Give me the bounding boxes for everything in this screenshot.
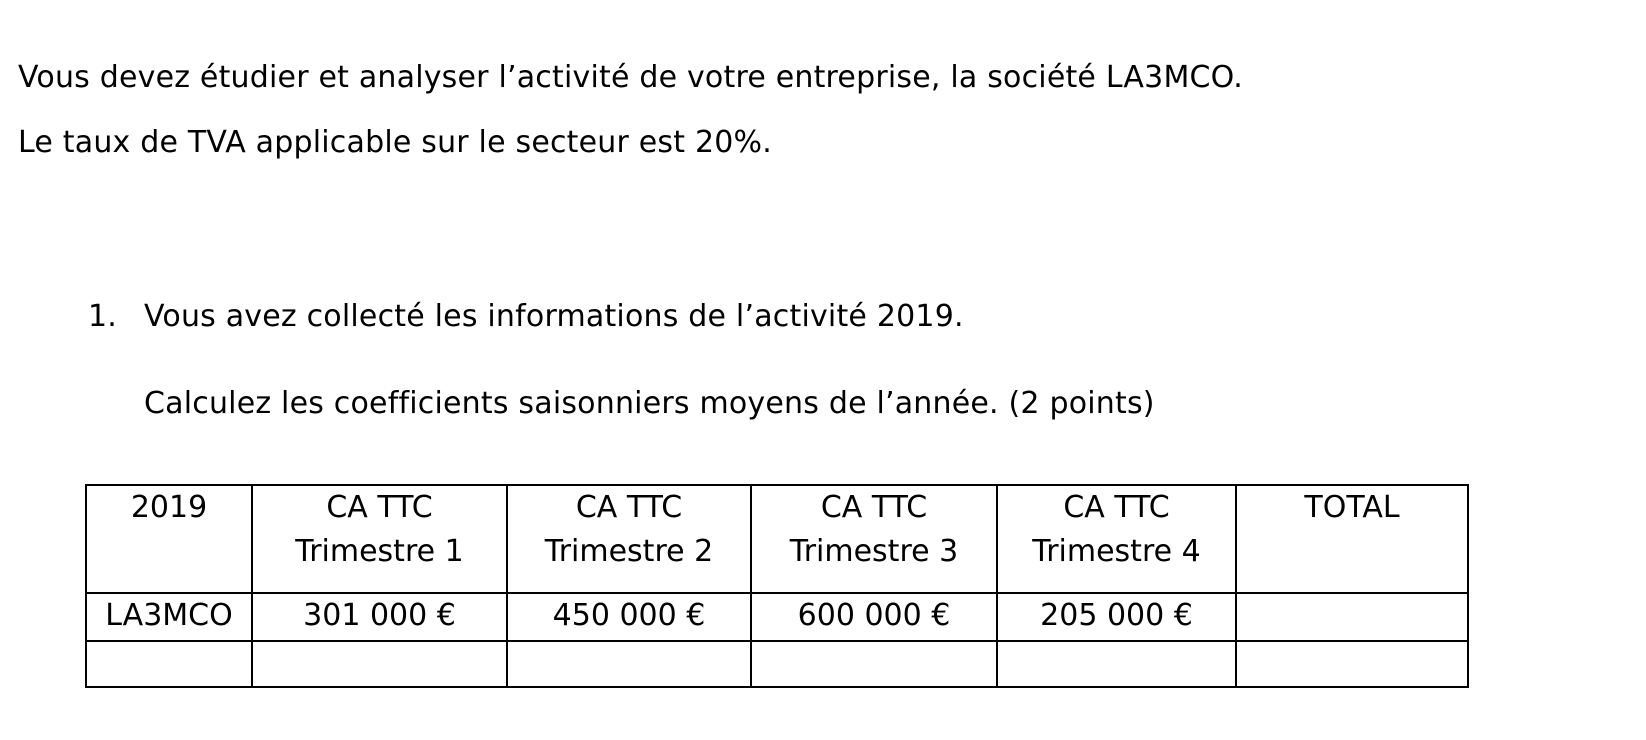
header-total (1236, 485, 1468, 593)
table-header-row (86, 485, 1468, 593)
header-year (86, 485, 252, 593)
value-q4: 205 000 € (997, 593, 1236, 641)
header-q3-line2: Trimestre 3 (789, 534, 959, 569)
header-q4 (997, 485, 1236, 593)
table-row (86, 593, 1468, 641)
table-row (86, 641, 1468, 687)
question-number: 1. (88, 299, 118, 334)
header-total-label: TOTAL (1304, 490, 1400, 525)
header-year-label: 2019 (130, 490, 208, 525)
empty-cell (507, 641, 751, 687)
value-q1: 301 000 € (252, 593, 507, 641)
header-q2 (507, 485, 751, 593)
header-q4-line2: Trimestre 4 (1032, 534, 1201, 569)
value-total (1236, 593, 1468, 641)
empty-cell (86, 641, 252, 687)
header-q1-line1: CA TTC (326, 490, 433, 525)
value-q3: 600 000 € (751, 593, 997, 641)
row-label: LA3MCO (86, 593, 252, 641)
empty-cell (1236, 641, 1468, 687)
header-q2-line1: CA TTC (575, 490, 683, 525)
header-q1 (252, 485, 507, 593)
intro-line-2: Le taux de TVA applicable sur le secteur est 20%. (18, 125, 772, 160)
header-q2-line2: Trimestre 2 (544, 534, 714, 569)
header-q4-line1: CA TTC (1063, 490, 1170, 525)
header-q3-line1: CA TTC (820, 490, 928, 525)
empty-cell (252, 641, 507, 687)
header-q3 (751, 485, 997, 593)
empty-cell (751, 641, 997, 687)
value-q2: 450 000 € (507, 593, 751, 641)
header-q1-line2: Trimestre 1 (295, 534, 464, 569)
empty-cell (997, 641, 1236, 687)
ca-ttc-table (85, 484, 1469, 688)
question-text: Vous avez collecté les informations de l’activité 2019. (144, 299, 964, 334)
question-instruction: Calculez les coefficients saisonniers moyens de l’année. (2 points) (144, 386, 1155, 421)
intro-line-1: Vous devez étudier et analyser l’activité de votre entreprise, la société LA3MCO. (18, 60, 1244, 95)
